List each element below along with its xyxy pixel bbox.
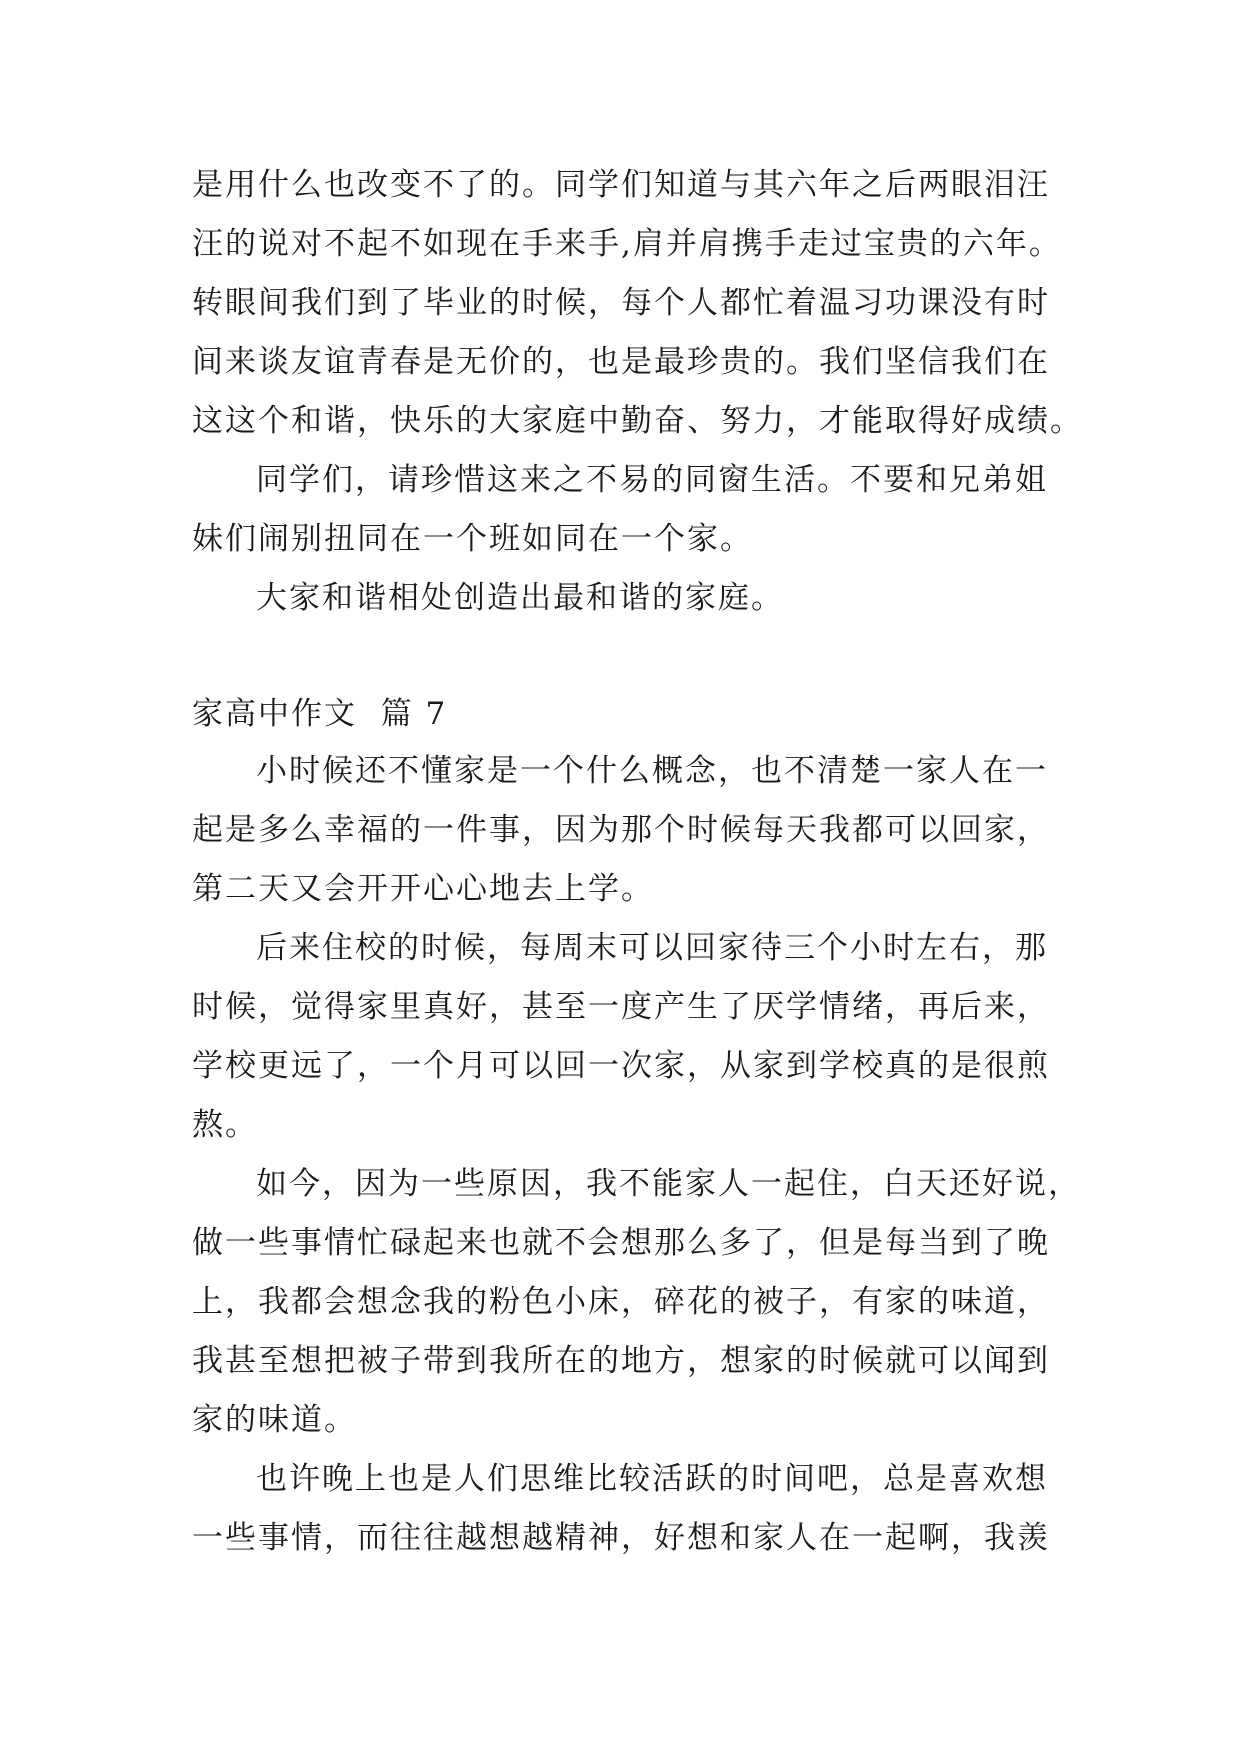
text-line: 是用什么也改变不了的。同学们知道与其六年之后两眼泪汪 xyxy=(192,167,1050,203)
paragraph-first-line: 后来住校的时候，每周末可以回家待三个小时左右，那 xyxy=(256,930,1048,966)
text-line: 这这个和谐，快乐的大家庭中勤奋、努力，才能取得好成绩。 xyxy=(192,403,1083,439)
text-line: 做一些事情忙碌起来也就不会想那么多了，但是每当到了晚 xyxy=(192,1225,1050,1261)
paragraph-first-line: 如今，因为一些原因，我不能家人一起住，白天还好说， xyxy=(256,1166,1081,1202)
text-line: 上，我都会想念我的粉色小床，碎花的被子，有家的味道， xyxy=(192,1284,1050,1320)
text-line: 熬。 xyxy=(192,1107,258,1143)
paragraph-first-line: 小时候还不懂家是一个什么概念，也不清楚一家人在一 xyxy=(256,753,1048,789)
text-line: 第二天又会开开心心地去上学。 xyxy=(192,871,654,907)
text-line: 转眼间我们到了毕业的时候，每个人都忙着温习功课没有时 xyxy=(192,285,1050,321)
paragraph-first-line: 大家和谐相处创造出最和谐的家庭。 xyxy=(256,580,784,616)
text-line: 间来谈友谊青春是无价的，也是最珍贵的。我们坚信我们在 xyxy=(192,344,1050,380)
text-line: 家的味道。 xyxy=(192,1402,357,1438)
text-line: 汪的说对不起不如现在手来手,肩并肩携手走过宝贵的六年。 xyxy=(192,226,1062,262)
text-line: 一些事情，而往往越想越精神，好想和家人在一起啊，我羡 xyxy=(192,1520,1050,1556)
text-line: 妹们闹别扭同在一个班如同在一个家。 xyxy=(192,521,753,557)
text-line: 我甚至想把被子带到我所在的地方，想家的时候就可以闻到 xyxy=(192,1343,1050,1379)
text-line: 时候，觉得家里真好，甚至一度产生了厌学情绪，再后来， xyxy=(192,989,1050,1025)
text-line: 学校更远了，一个月可以回一次家，从家到学校真的是很煎 xyxy=(192,1048,1050,1084)
text-line: 起是多么幸福的一件事，因为那个时候每天我都可以回家， xyxy=(192,812,1050,848)
section-heading: 家高中作文 篇 7 xyxy=(192,696,448,732)
paragraph-first-line: 同学们，请珍惜这来之不易的同窗生活。不要和兄弟姐 xyxy=(256,462,1048,498)
paragraph-first-line: 也许晚上也是人们思维比较活跃的时间吧，总是喜欢想 xyxy=(256,1461,1048,1497)
